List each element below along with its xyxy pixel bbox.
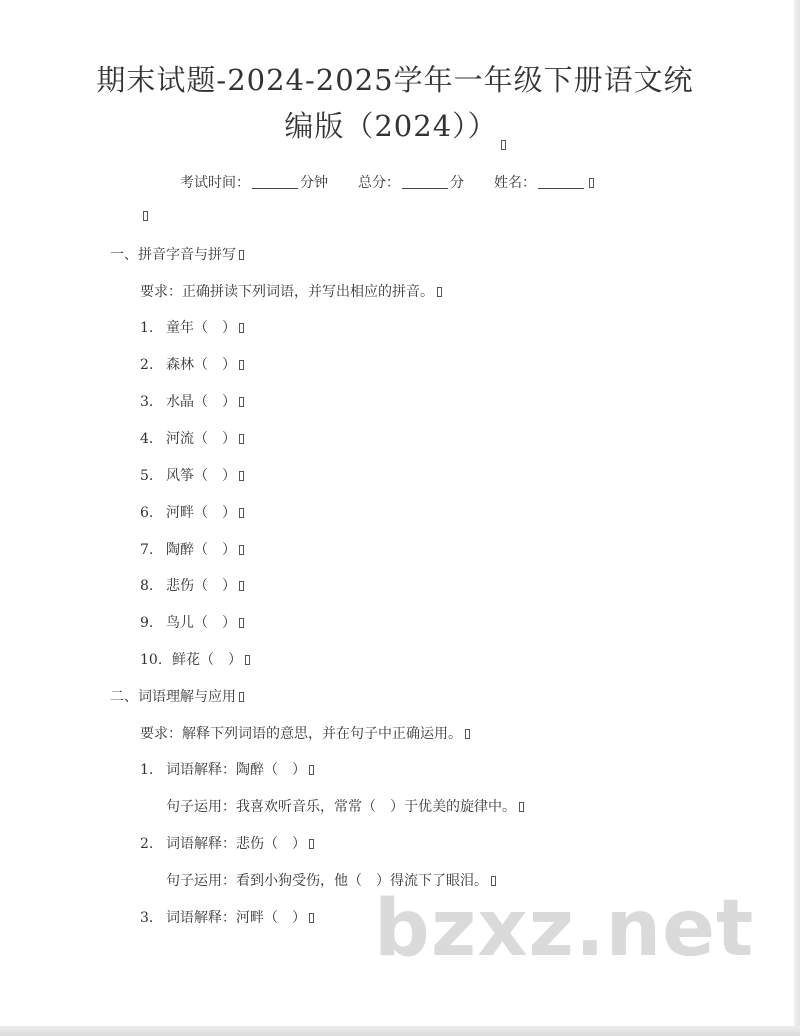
- paragraph-mark: [239, 581, 244, 591]
- list-item: [140, 539, 244, 559]
- list-item: [140, 575, 244, 595]
- paragraph-mark: [437, 287, 442, 297]
- section-requirement-2: [140, 723, 470, 743]
- paragraph-mark: [589, 178, 594, 188]
- paragraph-mark: [465, 729, 470, 739]
- page-bottom-edge: [0, 1026, 800, 1036]
- item-text: 鲜花（ ）: [172, 652, 242, 668]
- item-number: 4.: [140, 431, 154, 447]
- exam-info: [180, 172, 594, 192]
- item-number: 2.: [140, 357, 154, 373]
- list-item: [140, 833, 314, 853]
- section-heading-1: [110, 244, 244, 264]
- score-unit: 分: [450, 175, 464, 191]
- paragraph-mark: [239, 323, 244, 333]
- list-item: [140, 759, 314, 779]
- paragraph-mark: [143, 211, 148, 221]
- item-text: 童年（ ）: [166, 320, 236, 336]
- item-number: 5.: [140, 468, 154, 484]
- title-text-2: 编版（2024））: [284, 109, 498, 143]
- item-number: 10.: [140, 652, 163, 668]
- paragraph-mark: [519, 802, 524, 812]
- paragraph-mark: [309, 913, 314, 923]
- time-label: 考试时间：: [180, 175, 250, 191]
- item-number: 2.: [140, 836, 154, 852]
- page-title-line-1: [0, 58, 790, 99]
- requirement-text: 要求：解释下列词语的意思，并在句子中正确运用。: [140, 726, 462, 742]
- sentence-text: 句子运用：看到小狗受伤，他（ ）得流下了眼泪。: [166, 873, 488, 889]
- list-item: [140, 428, 244, 448]
- list-item: [140, 907, 314, 927]
- item-number: 1.: [140, 762, 154, 778]
- item-number: 1.: [140, 320, 154, 336]
- paragraph-mark: [239, 692, 244, 702]
- list-item: [140, 502, 244, 522]
- item-text: 陶醉（ ）: [166, 542, 236, 558]
- paragraph-mark: [309, 839, 314, 849]
- item-text: 悲伤（ ）: [166, 578, 236, 594]
- paragraph-mark: [239, 545, 244, 555]
- paragraph-mark: [239, 360, 244, 370]
- title-text-1: 期末试题-2024-2025学年一年级下册语文统: [96, 63, 694, 97]
- empty-paragraph: [140, 208, 148, 224]
- item-number: 9.: [140, 615, 154, 631]
- item-number: 8.: [140, 578, 154, 594]
- list-item: [140, 465, 244, 485]
- paragraph-mark: [239, 618, 244, 628]
- item-text: 词语解释：悲伤（ ）: [166, 836, 306, 852]
- item-number: 3.: [140, 910, 154, 926]
- score-blank: [402, 187, 448, 189]
- section-heading-2: [110, 686, 244, 706]
- item-number: 6.: [140, 505, 154, 521]
- score-label: 总分：: [358, 175, 400, 191]
- list-item: [140, 612, 244, 632]
- item-text: 鸟儿（ ）: [166, 615, 236, 631]
- page-edge: [794, 0, 800, 1036]
- requirement-text: 要求：正确拼读下列词语，并写出相应的拼音。: [140, 284, 434, 300]
- item-text: 森林（ ）: [166, 357, 236, 373]
- time-blank: [252, 187, 298, 189]
- item-text: 词语解释：河畔（ ）: [166, 910, 306, 926]
- sentence-usage: [166, 796, 524, 816]
- paragraph-mark: [239, 434, 244, 444]
- time-unit: 分钟: [300, 175, 328, 191]
- item-text: 词语解释：陶醉（ ）: [166, 762, 306, 778]
- page-title-line-2: [0, 104, 790, 150]
- list-item: [140, 391, 244, 411]
- paragraph-mark: [245, 655, 250, 665]
- list-item: [140, 649, 250, 669]
- item-text: 河畔（ ）: [166, 505, 236, 521]
- item-number: 3.: [140, 394, 154, 410]
- paragraph-mark: [239, 508, 244, 518]
- list-item: [140, 354, 244, 374]
- item-number: 7.: [140, 542, 154, 558]
- section-heading-text: 一、拼音字音与拼写: [110, 247, 236, 263]
- paragraph-mark: [239, 397, 244, 407]
- paragraph-mark: [239, 250, 244, 260]
- name-blank: [538, 187, 584, 189]
- item-text: 水晶（ ）: [166, 394, 236, 410]
- name-label: 姓名：: [494, 175, 536, 191]
- list-item: [140, 317, 244, 337]
- sentence-text: 句子运用：我喜欢听音乐，常常（ ）于优美的旋律中。: [166, 799, 516, 815]
- item-text: 风筝（ ）: [166, 468, 236, 484]
- paragraph-mark: [501, 140, 506, 150]
- paragraph-mark: [239, 471, 244, 481]
- watermark: bzxz.net: [374, 884, 755, 974]
- item-text: 河流（ ）: [166, 431, 236, 447]
- section-heading-text: 二、词语理解与应用: [110, 689, 236, 705]
- paragraph-mark: [309, 765, 314, 775]
- section-requirement-1: [140, 281, 442, 301]
